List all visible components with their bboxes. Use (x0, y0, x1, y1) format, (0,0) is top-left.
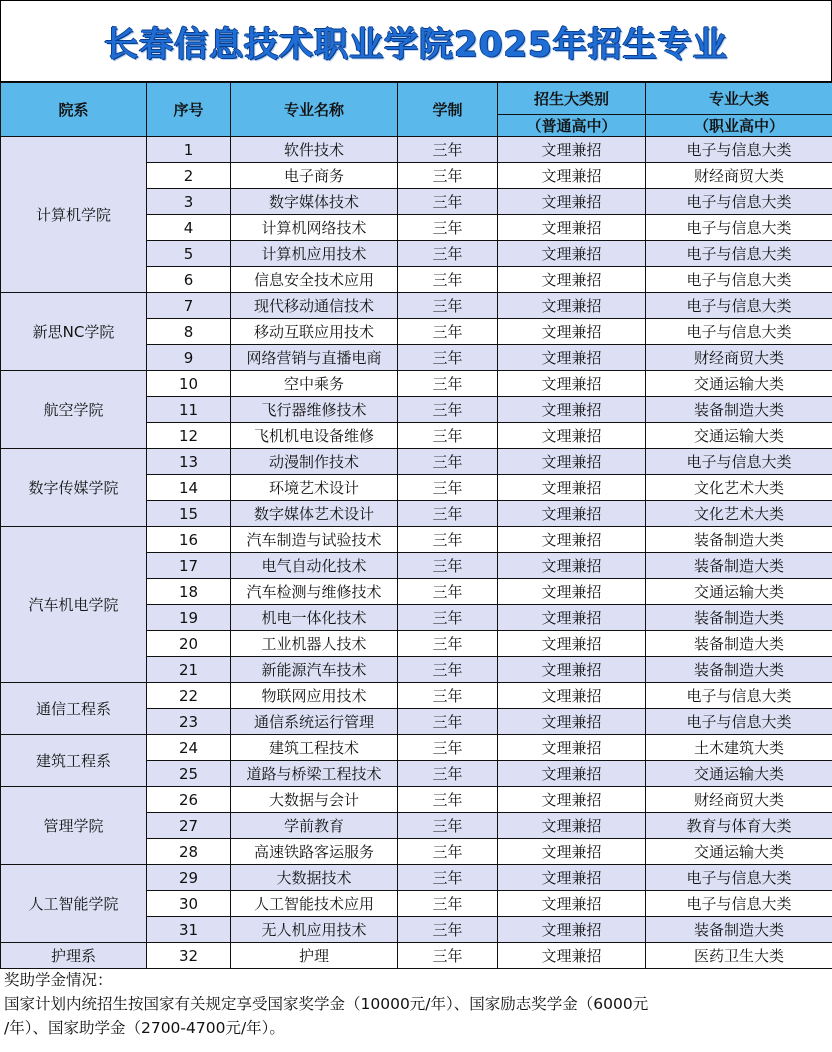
department-cell: 航空学院 (1, 371, 147, 449)
header-enroll-category-sub: （普通高中） (498, 115, 646, 137)
major-category-cell: 电子与信息大类 (646, 241, 832, 267)
enroll-category-cell: 文理兼招 (498, 371, 646, 397)
duration-cell: 三年 (398, 683, 498, 709)
table-body (1, 137, 832, 969)
number-cell: 16 (147, 527, 231, 553)
duration-cell: 三年 (398, 917, 498, 943)
major-name-cell: 计算机应用技术 (231, 241, 398, 267)
page-title: 长春信息技术职业学院2025年招生专业 (104, 24, 728, 65)
duration-cell: 三年 (398, 241, 498, 267)
number-cell: 13 (147, 449, 231, 475)
header-major: 专业名称 (231, 83, 398, 137)
enroll-category-cell: 文理兼招 (498, 475, 646, 501)
duration-cell: 三年 (398, 553, 498, 579)
duration-cell: 三年 (398, 163, 498, 189)
number-cell: 32 (147, 943, 231, 969)
major-category-cell: 装备制造大类 (646, 657, 832, 683)
enroll-category-cell: 文理兼招 (498, 319, 646, 345)
number-cell: 9 (147, 345, 231, 371)
enroll-category-cell: 文理兼招 (498, 917, 646, 943)
number-cell: 31 (147, 917, 231, 943)
major-name-cell: 数字媒体技术 (231, 189, 398, 215)
major-category-cell: 装备制造大类 (646, 397, 832, 423)
enroll-category-cell: 文理兼招 (498, 787, 646, 813)
number-cell: 4 (147, 215, 231, 241)
major-category-cell: 医药卫生大类 (646, 943, 832, 969)
major-name-cell: 物联网应用技术 (231, 683, 398, 709)
table-header (1, 83, 832, 137)
enroll-category-cell: 文理兼招 (498, 397, 646, 423)
enroll-category-cell: 文理兼招 (498, 267, 646, 293)
major-category-cell: 装备制造大类 (646, 527, 832, 553)
number-cell: 14 (147, 475, 231, 501)
enroll-category-cell: 文理兼招 (498, 527, 646, 553)
major-name-cell: 飞行器维修技术 (231, 397, 398, 423)
duration-cell: 三年 (398, 787, 498, 813)
major-category-cell: 电子与信息大类 (646, 319, 832, 345)
major-category-cell: 电子与信息大类 (646, 709, 832, 735)
table-row (1, 943, 832, 969)
number-cell: 11 (147, 397, 231, 423)
header-duration: 学制 (398, 83, 498, 137)
enroll-category-cell: 文理兼招 (498, 241, 646, 267)
header-no: 序号 (147, 83, 231, 137)
enroll-category-cell: 文理兼招 (498, 293, 646, 319)
table-row (1, 293, 832, 319)
major-category-cell: 电子与信息大类 (646, 215, 832, 241)
major-name-cell: 现代移动通信技术 (231, 293, 398, 319)
major-category-cell: 电子与信息大类 (646, 137, 832, 163)
major-name-cell: 大数据技术 (231, 865, 398, 891)
major-name-cell: 机电一体化技术 (231, 605, 398, 631)
duration-cell: 三年 (398, 527, 498, 553)
major-category-cell: 交通运输大类 (646, 761, 832, 787)
major-category-cell: 文化艺术大类 (646, 501, 832, 527)
number-cell: 18 (147, 579, 231, 605)
enroll-category-cell: 文理兼招 (498, 345, 646, 371)
major-name-cell: 信息安全技术应用 (231, 267, 398, 293)
enroll-category-cell: 文理兼招 (498, 631, 646, 657)
major-name-cell: 人工智能技术应用 (231, 891, 398, 917)
number-cell: 15 (147, 501, 231, 527)
major-category-cell: 土木建筑大类 (646, 735, 832, 761)
enroll-category-cell: 文理兼招 (498, 657, 646, 683)
enroll-category-cell: 文理兼招 (498, 839, 646, 865)
table-row (1, 787, 832, 813)
duration-cell: 三年 (398, 657, 498, 683)
number-cell: 21 (147, 657, 231, 683)
major-category-cell: 电子与信息大类 (646, 293, 832, 319)
number-cell: 5 (147, 241, 231, 267)
header-major-category: 专业大类 (646, 83, 832, 115)
major-category-cell: 交通运输大类 (646, 371, 832, 397)
enroll-category-cell: 文理兼招 (498, 423, 646, 449)
major-name-cell: 工业机器人技术 (231, 631, 398, 657)
major-name-cell: 汽车制造与试验技术 (231, 527, 398, 553)
major-category-cell: 电子与信息大类 (646, 189, 832, 215)
enroll-category-cell: 文理兼招 (498, 215, 646, 241)
scholarship-line-2: /年）、国家助学金（2700-4700元/年）。 (4, 1019, 285, 1037)
major-name-cell: 飞机机电设备维修 (231, 423, 398, 449)
number-cell: 19 (147, 605, 231, 631)
header-major-category-sub: （职业高中） (646, 115, 832, 137)
majors-table (0, 82, 832, 969)
enroll-category-cell: 文理兼招 (498, 189, 646, 215)
major-name-cell: 移动互联应用技术 (231, 319, 398, 345)
number-cell: 24 (147, 735, 231, 761)
number-cell: 17 (147, 553, 231, 579)
duration-cell: 三年 (398, 709, 498, 735)
major-category-cell: 财经商贸大类 (646, 345, 832, 371)
enroll-category-cell: 文理兼招 (498, 943, 646, 969)
major-category-cell: 电子与信息大类 (646, 683, 832, 709)
duration-cell: 三年 (398, 475, 498, 501)
table-row (1, 449, 832, 475)
number-cell: 1 (147, 137, 231, 163)
major-name-cell: 电气自动化技术 (231, 553, 398, 579)
duration-cell: 三年 (398, 761, 498, 787)
enroll-category-cell: 文理兼招 (498, 579, 646, 605)
duration-cell: 三年 (398, 579, 498, 605)
enroll-category-cell: 文理兼招 (498, 605, 646, 631)
table-row (1, 865, 832, 891)
number-cell: 7 (147, 293, 231, 319)
number-cell: 3 (147, 189, 231, 215)
major-name-cell: 汽车检测与维修技术 (231, 579, 398, 605)
number-cell: 26 (147, 787, 231, 813)
department-cell: 建筑工程系 (1, 735, 147, 787)
number-cell: 29 (147, 865, 231, 891)
major-name-cell: 通信系统运行管理 (231, 709, 398, 735)
enroll-category-cell: 文理兼招 (498, 137, 646, 163)
duration-cell: 三年 (398, 631, 498, 657)
duration-cell: 三年 (398, 865, 498, 891)
duration-cell: 三年 (398, 189, 498, 215)
major-category-cell: 装备制造大类 (646, 917, 832, 943)
duration-cell: 三年 (398, 943, 498, 969)
major-name-cell: 护理 (231, 943, 398, 969)
duration-cell: 三年 (398, 267, 498, 293)
table-row (1, 371, 832, 397)
major-category-cell: 电子与信息大类 (646, 891, 832, 917)
enroll-category-cell: 文理兼招 (498, 709, 646, 735)
major-category-cell: 装备制造大类 (646, 605, 832, 631)
major-name-cell: 新能源汽车技术 (231, 657, 398, 683)
number-cell: 10 (147, 371, 231, 397)
duration-cell: 三年 (398, 839, 498, 865)
major-category-cell: 装备制造大类 (646, 553, 832, 579)
table-row (1, 137, 832, 163)
duration-cell: 三年 (398, 293, 498, 319)
enroll-category-cell: 文理兼招 (498, 735, 646, 761)
duration-cell: 三年 (398, 501, 498, 527)
major-name-cell: 道路与桥梁工程技术 (231, 761, 398, 787)
department-cell: 人工智能学院 (1, 865, 147, 943)
scholarship-heading: 奖助学金情况： (4, 971, 113, 989)
major-name-cell: 大数据与会计 (231, 787, 398, 813)
department-cell: 通信工程系 (1, 683, 147, 735)
enroll-category-cell: 文理兼招 (498, 553, 646, 579)
major-category-cell: 财经商贸大类 (646, 163, 832, 189)
major-category-cell: 财经商贸大类 (646, 787, 832, 813)
number-cell: 23 (147, 709, 231, 735)
major-name-cell: 学前教育 (231, 813, 398, 839)
title-banner (0, 0, 832, 82)
major-category-cell: 电子与信息大类 (646, 865, 832, 891)
number-cell: 28 (147, 839, 231, 865)
scholarship-line-1: 国家计划内统招生按国家有关规定享受国家奖学金（10000元/年）、国家励志奖学金（6000元 (4, 995, 649, 1013)
duration-cell: 三年 (398, 345, 498, 371)
department-cell: 数字传媒学院 (1, 449, 147, 527)
duration-cell: 三年 (398, 891, 498, 917)
duration-cell: 三年 (398, 137, 498, 163)
number-cell: 20 (147, 631, 231, 657)
header-dept: 院系 (1, 83, 147, 137)
department-cell: 计算机学院 (1, 137, 147, 293)
enroll-category-cell: 文理兼招 (498, 813, 646, 839)
major-name-cell: 软件技术 (231, 137, 398, 163)
major-category-cell: 交通运输大类 (646, 579, 832, 605)
major-category-cell: 电子与信息大类 (646, 267, 832, 293)
department-cell: 汽车机电学院 (1, 527, 147, 683)
department-cell: 新思NC学院 (1, 293, 147, 371)
duration-cell: 三年 (398, 605, 498, 631)
department-cell: 护理系 (1, 943, 147, 969)
major-category-cell: 交通运输大类 (646, 839, 832, 865)
enroll-category-cell: 文理兼招 (498, 449, 646, 475)
major-name-cell: 空中乘务 (231, 371, 398, 397)
duration-cell: 三年 (398, 735, 498, 761)
duration-cell: 三年 (398, 813, 498, 839)
enroll-category-cell: 文理兼招 (498, 761, 646, 787)
department-cell: 管理学院 (1, 787, 147, 865)
enroll-category-cell: 文理兼招 (498, 683, 646, 709)
number-cell: 2 (147, 163, 231, 189)
major-name-cell: 环境艺术设计 (231, 475, 398, 501)
number-cell: 12 (147, 423, 231, 449)
table-row (1, 527, 832, 553)
major-category-cell: 文化艺术大类 (646, 475, 832, 501)
number-cell: 8 (147, 319, 231, 345)
scholarship-note (0, 966, 832, 1052)
table-row (1, 735, 832, 761)
enroll-category-cell: 文理兼招 (498, 501, 646, 527)
major-name-cell: 无人机应用技术 (231, 917, 398, 943)
major-name-cell: 数字媒体艺术设计 (231, 501, 398, 527)
enroll-category-cell: 文理兼招 (498, 163, 646, 189)
enroll-category-cell: 文理兼招 (498, 865, 646, 891)
major-name-cell: 动漫制作技术 (231, 449, 398, 475)
header-enroll-category: 招生大类别 (498, 83, 646, 115)
number-cell: 25 (147, 761, 231, 787)
major-name-cell: 电子商务 (231, 163, 398, 189)
number-cell: 22 (147, 683, 231, 709)
major-name-cell: 网络营销与直播电商 (231, 345, 398, 371)
major-name-cell: 高速铁路客运服务 (231, 839, 398, 865)
major-name-cell: 建筑工程技术 (231, 735, 398, 761)
duration-cell: 三年 (398, 397, 498, 423)
duration-cell: 三年 (398, 319, 498, 345)
enroll-category-cell: 文理兼招 (498, 891, 646, 917)
duration-cell: 三年 (398, 449, 498, 475)
duration-cell: 三年 (398, 423, 498, 449)
number-cell: 27 (147, 813, 231, 839)
major-category-cell: 教育与体育大类 (646, 813, 832, 839)
number-cell: 30 (147, 891, 231, 917)
duration-cell: 三年 (398, 215, 498, 241)
major-category-cell: 交通运输大类 (646, 423, 832, 449)
table-row (1, 683, 832, 709)
duration-cell: 三年 (398, 371, 498, 397)
major-category-cell: 电子与信息大类 (646, 449, 832, 475)
major-category-cell: 装备制造大类 (646, 631, 832, 657)
major-name-cell: 计算机网络技术 (231, 215, 398, 241)
number-cell: 6 (147, 267, 231, 293)
